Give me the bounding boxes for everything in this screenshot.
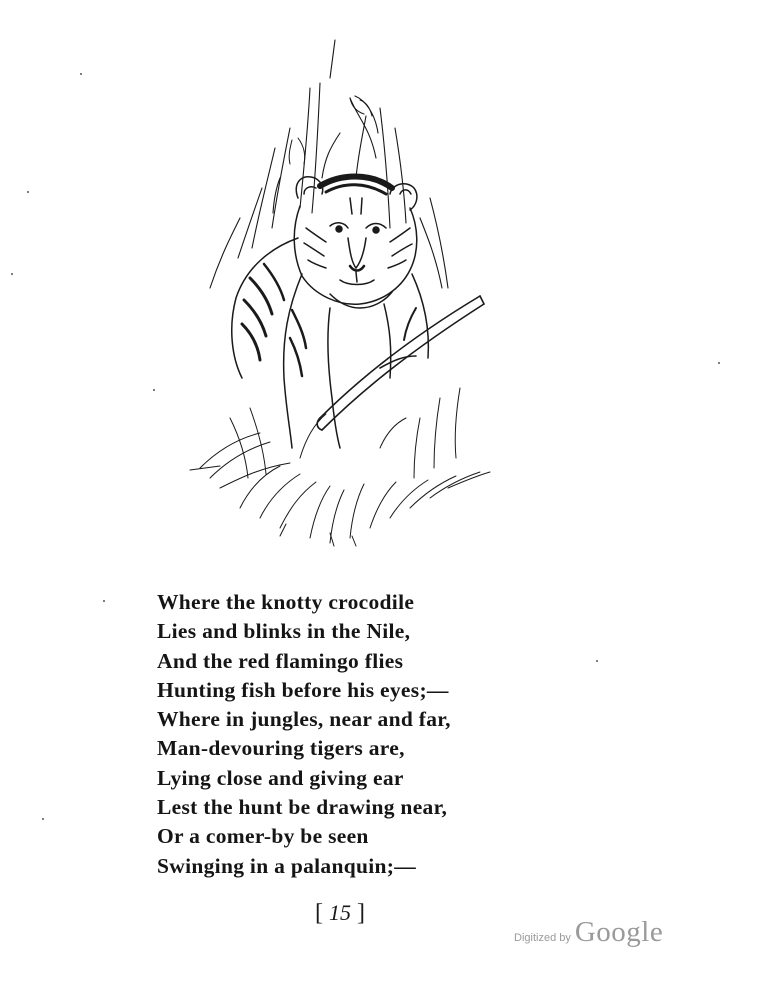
tiger-illustration — [180, 38, 500, 548]
poem-line: Where in jungles, near and far, — [157, 707, 451, 732]
poem-line: Or a comer-by be seen — [157, 824, 369, 849]
scan-speck — [718, 362, 720, 364]
page-number-open-bracket: [ — [315, 900, 323, 926]
page-number — [300, 900, 380, 927]
poem-line: Where the knotty crocodile — [157, 590, 415, 614]
poem-line: Man-devouring tigers are, — [157, 736, 405, 761]
google-wordmark: Google — [574, 916, 664, 948]
poem-line: Lying close and giving ear — [157, 765, 404, 790]
poem-line: Hunting fish before his eyes;— — [157, 677, 449, 702]
page-number-close-bracket: ] — [357, 900, 365, 926]
poem-stanza — [157, 588, 451, 881]
poem-line: Lest the hunt be drawing near, — [157, 795, 448, 820]
page-number-value: 15 — [329, 900, 351, 925]
scan-speck — [27, 191, 29, 193]
poem-line: And the red flamingo flies — [157, 648, 404, 673]
poem-line: Swinging in a palanquin;— — [157, 853, 417, 878]
scan-speck — [103, 600, 105, 602]
scan-speck — [596, 660, 598, 662]
scan-speck — [42, 818, 44, 820]
scan-speck — [153, 389, 155, 391]
scan-speck — [80, 73, 82, 75]
poem-line: Lies and blinks in the Nile, — [157, 619, 411, 644]
digitized-watermark — [514, 916, 663, 949]
digitized-prefix: Digitized by — [514, 932, 571, 944]
scan-speck — [11, 273, 13, 275]
